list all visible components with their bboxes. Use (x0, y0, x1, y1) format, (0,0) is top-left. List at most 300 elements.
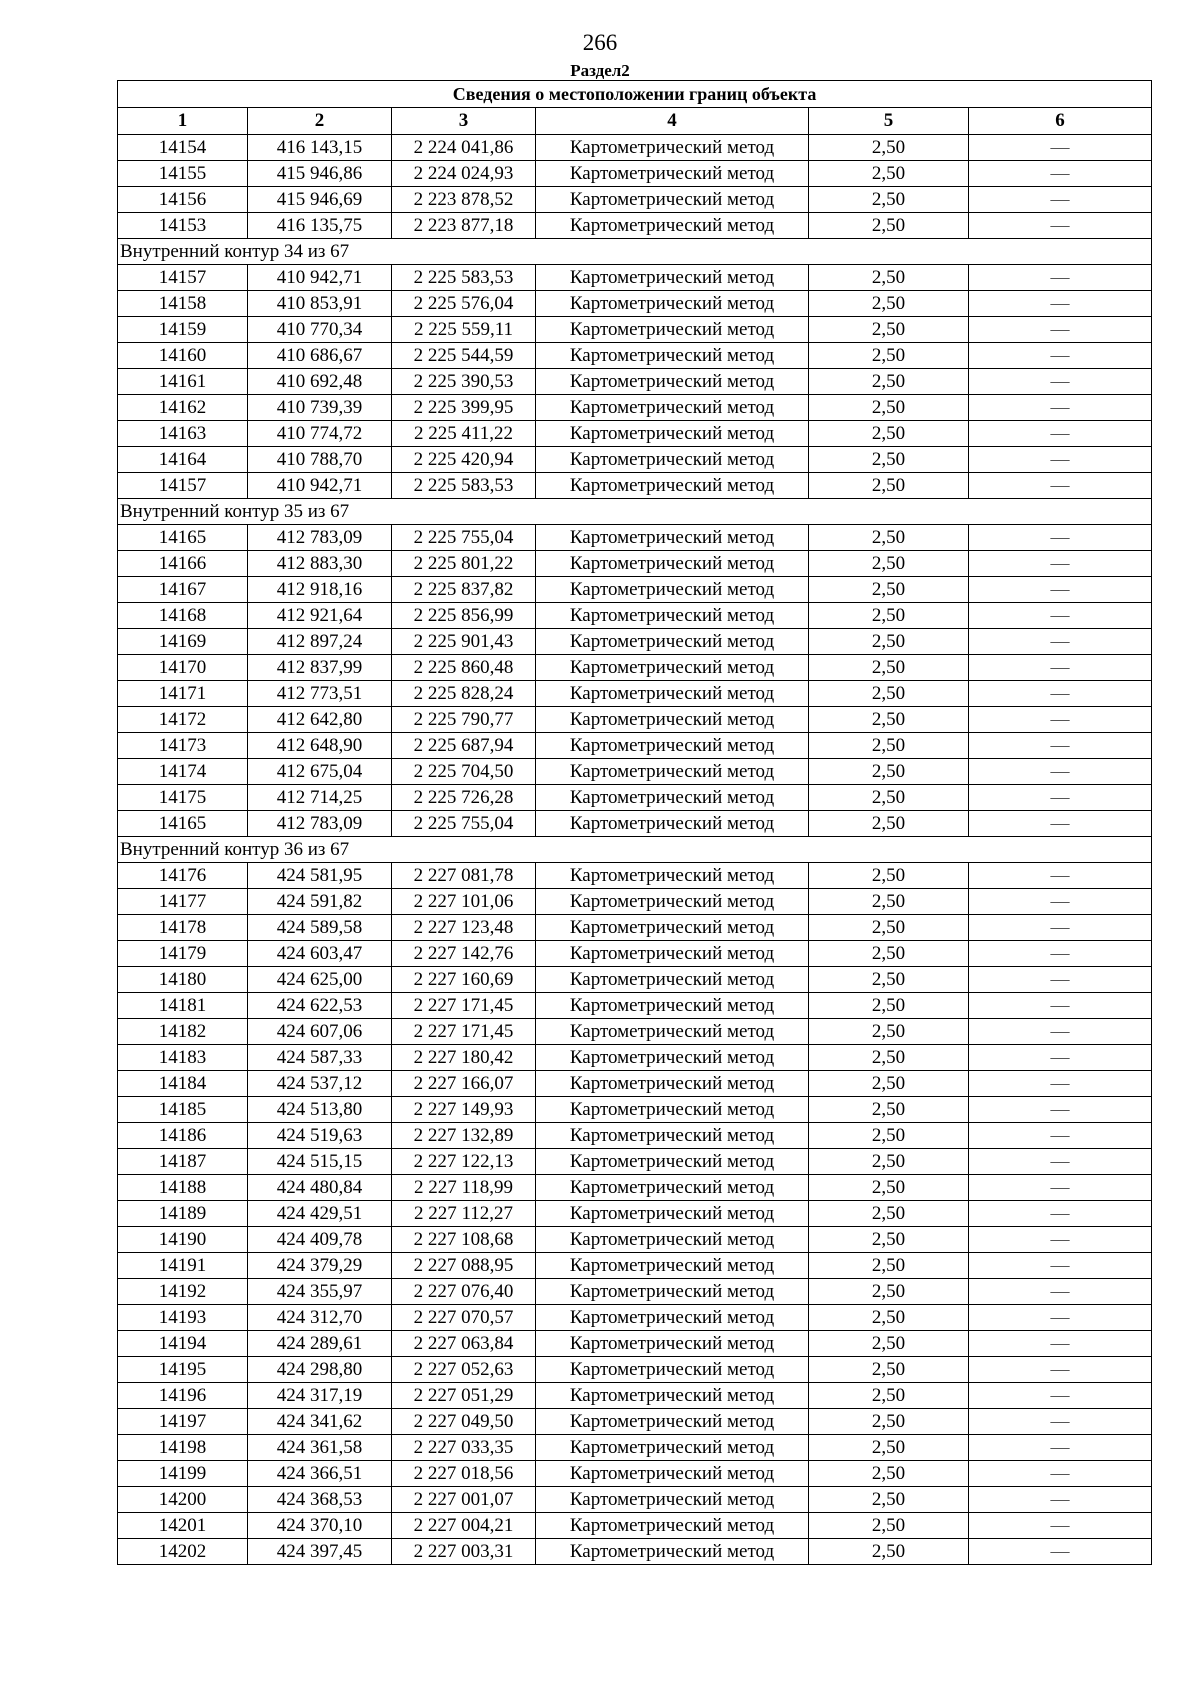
method-cell: Картометрический метод (536, 1461, 809, 1487)
accuracy-cell: 2,50 (809, 915, 969, 941)
coordinate-y: 2 227 063,84 (392, 1331, 536, 1357)
table-row (118, 655, 1152, 681)
coordinate-y: 2 225 583,53 (392, 473, 536, 499)
coordinate-y: 2 227 076,40 (392, 1279, 536, 1305)
accuracy-cell: 2,50 (809, 1123, 969, 1149)
coordinate-x: 410 739,39 (248, 395, 392, 421)
coordinate-x: 424 625,00 (248, 967, 392, 993)
contour-row (118, 837, 1152, 863)
accuracy-cell: 2,50 (809, 1305, 969, 1331)
accuracy-cell: 2,50 (809, 707, 969, 733)
accuracy-cell: 2,50 (809, 1539, 969, 1565)
note-cell: — (969, 1279, 1152, 1305)
coordinate-x: 424 513,80 (248, 1097, 392, 1123)
coordinate-x: 424 622,53 (248, 993, 392, 1019)
accuracy-cell: 2,50 (809, 1331, 969, 1357)
note-cell: — (969, 811, 1152, 837)
point-number: 14198 (118, 1435, 248, 1461)
point-number: 14197 (118, 1409, 248, 1435)
method-cell: Картометрический метод (536, 551, 809, 577)
coordinate-y: 2 225 755,04 (392, 525, 536, 551)
method-cell: Картометрический метод (536, 707, 809, 733)
coordinate-y: 2 227 051,29 (392, 1383, 536, 1409)
method-cell: Картометрический метод (536, 1409, 809, 1435)
section-title: Раздел2 (570, 61, 630, 80)
method-cell: Картометрический метод (536, 1097, 809, 1123)
coordinate-y: 2 225 901,43 (392, 629, 536, 655)
note-cell: — (969, 655, 1152, 681)
table-row (118, 317, 1152, 343)
note-cell: — (969, 1513, 1152, 1539)
accuracy-cell: 2,50 (809, 629, 969, 655)
contour-row (118, 499, 1152, 525)
coordinate-y: 2 224 041,86 (392, 135, 536, 161)
point-number: 14175 (118, 785, 248, 811)
point-number: 14176 (118, 863, 248, 889)
table-body (118, 135, 1152, 1565)
accuracy-cell: 2,50 (809, 447, 969, 473)
point-number: 14168 (118, 603, 248, 629)
table-row (118, 1019, 1152, 1045)
accuracy-cell: 2,50 (809, 187, 969, 213)
table-row (118, 681, 1152, 707)
coordinate-x: 424 587,33 (248, 1045, 392, 1071)
coordinate-y: 2 227 049,50 (392, 1409, 536, 1435)
coordinate-x: 412 675,04 (248, 759, 392, 785)
note-cell: — (969, 317, 1152, 343)
point-number: 14159 (118, 317, 248, 343)
coordinate-y: 2 225 576,04 (392, 291, 536, 317)
accuracy-cell: 2,50 (809, 577, 969, 603)
accuracy-cell: 2,50 (809, 161, 969, 187)
boundary-table (117, 80, 1152, 1565)
point-number: 14191 (118, 1253, 248, 1279)
method-cell: Картометрический метод (536, 317, 809, 343)
method-cell: Картометрический метод (536, 343, 809, 369)
note-cell: — (969, 629, 1152, 655)
point-number: 14192 (118, 1279, 248, 1305)
coordinate-x: 424 409,78 (248, 1227, 392, 1253)
point-number: 14157 (118, 265, 248, 291)
point-number: 14169 (118, 629, 248, 655)
note-cell: — (969, 161, 1152, 187)
note-cell: — (969, 577, 1152, 603)
method-cell: Картометрический метод (536, 447, 809, 473)
accuracy-cell: 2,50 (809, 733, 969, 759)
accuracy-cell: 2,50 (809, 473, 969, 499)
coordinate-y: 2 225 790,77 (392, 707, 536, 733)
table-row (118, 785, 1152, 811)
table-title: Сведения о местоположении границ объекта (118, 81, 1152, 108)
table-row (118, 1539, 1152, 1565)
coordinate-x: 416 135,75 (248, 213, 392, 239)
coordinate-y: 2 227 101,06 (392, 889, 536, 915)
accuracy-cell: 2,50 (809, 1383, 969, 1409)
method-cell: Картометрический метод (536, 577, 809, 603)
accuracy-cell: 2,50 (809, 655, 969, 681)
table-row (118, 863, 1152, 889)
table-row (118, 1123, 1152, 1149)
table-row (118, 1305, 1152, 1331)
coordinate-x: 424 341,62 (248, 1409, 392, 1435)
accuracy-cell: 2,50 (809, 785, 969, 811)
table-row (118, 1487, 1152, 1513)
note-cell: — (969, 1461, 1152, 1487)
coordinate-y: 2 227 018,56 (392, 1461, 536, 1487)
accuracy-cell: 2,50 (809, 863, 969, 889)
point-number: 14165 (118, 811, 248, 837)
method-cell: Картометрический метод (536, 213, 809, 239)
coordinate-y: 2 225 411,22 (392, 421, 536, 447)
coordinate-y: 2 223 877,18 (392, 213, 536, 239)
contour-label: Внутренний контур 34 из 67 (118, 239, 1152, 265)
coordinate-x: 410 942,71 (248, 473, 392, 499)
method-cell: Картометрический метод (536, 681, 809, 707)
coordinate-y: 2 227 123,48 (392, 915, 536, 941)
note-cell: — (969, 889, 1152, 915)
coordinate-x: 412 918,16 (248, 577, 392, 603)
note-cell: — (969, 733, 1152, 759)
method-cell: Картометрический метод (536, 369, 809, 395)
point-number: 14163 (118, 421, 248, 447)
method-cell: Картометрический метод (536, 291, 809, 317)
point-number: 14155 (118, 161, 248, 187)
accuracy-cell: 2,50 (809, 1149, 969, 1175)
method-cell: Картометрический метод (536, 1539, 809, 1565)
table-row (118, 135, 1152, 161)
method-cell: Картометрический метод (536, 473, 809, 499)
coordinate-x: 412 648,90 (248, 733, 392, 759)
point-number: 14162 (118, 395, 248, 421)
accuracy-cell: 2,50 (809, 681, 969, 707)
method-cell: Картометрический метод (536, 967, 809, 993)
method-cell: Картометрический метод (536, 1279, 809, 1305)
method-cell: Картометрический метод (536, 395, 809, 421)
coordinate-x: 424 397,45 (248, 1539, 392, 1565)
point-number: 14171 (118, 681, 248, 707)
accuracy-cell: 2,50 (809, 1357, 969, 1383)
table-row (118, 1227, 1152, 1253)
note-cell: — (969, 447, 1152, 473)
accuracy-cell: 2,50 (809, 1227, 969, 1253)
note-cell: — (969, 1305, 1152, 1331)
coordinate-y: 2 227 149,93 (392, 1097, 536, 1123)
coordinate-x: 412 714,25 (248, 785, 392, 811)
note-cell: — (969, 395, 1152, 421)
point-number: 14172 (118, 707, 248, 733)
contour-label: Внутренний контур 36 из 67 (118, 837, 1152, 863)
coordinate-x: 424 289,61 (248, 1331, 392, 1357)
coordinate-y: 2 227 112,27 (392, 1201, 536, 1227)
table-row (118, 395, 1152, 421)
coordinate-x: 412 783,09 (248, 525, 392, 551)
coordinate-y: 2 227 033,35 (392, 1435, 536, 1461)
note-cell: — (969, 213, 1152, 239)
note-cell: — (969, 681, 1152, 707)
coordinate-y: 2 227 088,95 (392, 1253, 536, 1279)
accuracy-cell: 2,50 (809, 889, 969, 915)
coordinate-y: 2 225 856,99 (392, 603, 536, 629)
method-cell: Картометрический метод (536, 135, 809, 161)
column-header: 3 (392, 108, 536, 135)
coordinate-y: 2 225 559,11 (392, 317, 536, 343)
point-number: 14183 (118, 1045, 248, 1071)
coordinate-x: 410 770,34 (248, 317, 392, 343)
table-row (118, 993, 1152, 1019)
point-number: 14178 (118, 915, 248, 941)
note-cell: — (969, 525, 1152, 551)
coordinate-x: 410 853,91 (248, 291, 392, 317)
coordinate-x: 424 515,15 (248, 1149, 392, 1175)
note-cell: — (969, 1175, 1152, 1201)
page-number: 266 (582, 30, 618, 55)
coordinate-x: 424 298,80 (248, 1357, 392, 1383)
point-number: 14173 (118, 733, 248, 759)
method-cell: Картометрический метод (536, 265, 809, 291)
point-number: 14194 (118, 1331, 248, 1357)
coordinate-y: 2 225 755,04 (392, 811, 536, 837)
accuracy-cell: 2,50 (809, 317, 969, 343)
accuracy-cell: 2,50 (809, 1279, 969, 1305)
coordinate-y: 2 227 003,31 (392, 1539, 536, 1565)
point-number: 14166 (118, 551, 248, 577)
accuracy-cell: 2,50 (809, 1513, 969, 1539)
contour-row (118, 239, 1152, 265)
table-row (118, 187, 1152, 213)
coordinate-x: 410 774,72 (248, 421, 392, 447)
accuracy-cell: 2,50 (809, 759, 969, 785)
coordinate-x: 410 942,71 (248, 265, 392, 291)
method-cell: Картометрический метод (536, 525, 809, 551)
point-number: 14158 (118, 291, 248, 317)
coordinate-x: 412 773,51 (248, 681, 392, 707)
point-number: 14186 (118, 1123, 248, 1149)
point-number: 14156 (118, 187, 248, 213)
coordinate-y: 2 227 160,69 (392, 967, 536, 993)
table-row (118, 577, 1152, 603)
accuracy-cell: 2,50 (809, 1487, 969, 1513)
method-cell: Картометрический метод (536, 1383, 809, 1409)
point-number: 14200 (118, 1487, 248, 1513)
coordinate-y: 2 225 544,59 (392, 343, 536, 369)
table-title-row (118, 81, 1152, 108)
coordinate-y: 2 225 704,50 (392, 759, 536, 785)
accuracy-cell: 2,50 (809, 369, 969, 395)
table-row (118, 759, 1152, 785)
column-header: 5 (809, 108, 969, 135)
method-cell: Картометрический метод (536, 785, 809, 811)
note-cell: — (969, 941, 1152, 967)
coordinate-y: 2 227 171,45 (392, 1019, 536, 1045)
table-row (118, 941, 1152, 967)
point-number: 14196 (118, 1383, 248, 1409)
table-row (118, 1149, 1152, 1175)
table-row (118, 369, 1152, 395)
point-number: 14195 (118, 1357, 248, 1383)
coordinate-y: 2 227 132,89 (392, 1123, 536, 1149)
coordinate-y: 2 227 070,57 (392, 1305, 536, 1331)
coordinate-y: 2 227 108,68 (392, 1227, 536, 1253)
note-cell: — (969, 1409, 1152, 1435)
method-cell: Картометрический метод (536, 1305, 809, 1331)
method-cell: Картометрический метод (536, 1227, 809, 1253)
accuracy-cell: 2,50 (809, 421, 969, 447)
coordinate-x: 424 317,19 (248, 1383, 392, 1409)
coordinate-y: 2 223 878,52 (392, 187, 536, 213)
accuracy-cell: 2,50 (809, 395, 969, 421)
note-cell: — (969, 265, 1152, 291)
column-header: 4 (536, 108, 809, 135)
table-row (118, 915, 1152, 941)
coordinate-y: 2 225 837,82 (392, 577, 536, 603)
method-cell: Картометрический метод (536, 1019, 809, 1045)
note-cell: — (969, 369, 1152, 395)
method-cell: Картометрический метод (536, 733, 809, 759)
note-cell: — (969, 1149, 1152, 1175)
coordinate-x: 410 692,48 (248, 369, 392, 395)
method-cell: Картометрический метод (536, 1201, 809, 1227)
coordinate-y: 2 227 142,76 (392, 941, 536, 967)
accuracy-cell: 2,50 (809, 551, 969, 577)
note-cell: — (969, 1045, 1152, 1071)
note-cell: — (969, 1201, 1152, 1227)
table-row (118, 1357, 1152, 1383)
table-row (118, 1045, 1152, 1071)
accuracy-cell: 2,50 (809, 291, 969, 317)
coordinate-x: 424 370,10 (248, 1513, 392, 1539)
table-row (118, 1201, 1152, 1227)
note-cell: — (969, 993, 1152, 1019)
note-cell: — (969, 1253, 1152, 1279)
coordinate-y: 2 225 399,95 (392, 395, 536, 421)
coordinate-y: 2 225 726,28 (392, 785, 536, 811)
coordinate-x: 424 368,53 (248, 1487, 392, 1513)
point-number: 14188 (118, 1175, 248, 1201)
method-cell: Картометрический метод (536, 629, 809, 655)
note-cell: — (969, 915, 1152, 941)
coordinate-x: 416 143,15 (248, 135, 392, 161)
coordinate-x: 412 883,30 (248, 551, 392, 577)
method-cell: Картометрический метод (536, 161, 809, 187)
coordinate-y: 2 225 860,48 (392, 655, 536, 681)
method-cell: Картометрический метод (536, 811, 809, 837)
point-number: 14160 (118, 343, 248, 369)
method-cell: Картометрический метод (536, 1435, 809, 1461)
coordinate-y: 2 224 024,93 (392, 161, 536, 187)
accuracy-cell: 2,50 (809, 1409, 969, 1435)
method-cell: Картометрический метод (536, 993, 809, 1019)
note-cell: — (969, 707, 1152, 733)
table-row (118, 1513, 1152, 1539)
point-number: 14193 (118, 1305, 248, 1331)
method-cell: Картометрический метод (536, 1123, 809, 1149)
table-row (118, 889, 1152, 915)
method-cell: Картометрический метод (536, 1331, 809, 1357)
accuracy-cell: 2,50 (809, 1253, 969, 1279)
method-cell: Картометрический метод (536, 655, 809, 681)
coordinate-y: 2 227 122,13 (392, 1149, 536, 1175)
coordinate-x: 424 607,06 (248, 1019, 392, 1045)
table-row (118, 1331, 1152, 1357)
note-cell: — (969, 1123, 1152, 1149)
method-cell: Картометрический метод (536, 1149, 809, 1175)
coordinate-x: 424 480,84 (248, 1175, 392, 1201)
note-cell: — (969, 343, 1152, 369)
table-row (118, 421, 1152, 447)
method-cell: Картометрический метод (536, 1513, 809, 1539)
column-header: 2 (248, 108, 392, 135)
point-number: 14190 (118, 1227, 248, 1253)
coordinate-y: 2 227 001,07 (392, 1487, 536, 1513)
note-cell: — (969, 863, 1152, 889)
accuracy-cell: 2,50 (809, 135, 969, 161)
note-cell: — (969, 603, 1152, 629)
coordinate-x: 410 686,67 (248, 343, 392, 369)
table-row (118, 161, 1152, 187)
point-number: 14164 (118, 447, 248, 473)
method-cell: Картометрический метод (536, 1175, 809, 1201)
coordinate-y: 2 225 390,53 (392, 369, 536, 395)
coordinate-x: 424 312,70 (248, 1305, 392, 1331)
accuracy-cell: 2,50 (809, 941, 969, 967)
table-row (118, 265, 1152, 291)
table-row (118, 629, 1152, 655)
table-row (118, 1383, 1152, 1409)
coordinate-x: 410 788,70 (248, 447, 392, 473)
accuracy-cell: 2,50 (809, 811, 969, 837)
table-row (118, 343, 1152, 369)
coordinate-x: 415 946,86 (248, 161, 392, 187)
coordinate-x: 424 361,58 (248, 1435, 392, 1461)
coordinate-y: 2 227 081,78 (392, 863, 536, 889)
accuracy-cell: 2,50 (809, 993, 969, 1019)
table-row (118, 1461, 1152, 1487)
table-row (118, 1071, 1152, 1097)
note-cell: — (969, 1071, 1152, 1097)
point-number: 14181 (118, 993, 248, 1019)
point-number: 14202 (118, 1539, 248, 1565)
note-cell: — (969, 1097, 1152, 1123)
accuracy-cell: 2,50 (809, 265, 969, 291)
table-row (118, 967, 1152, 993)
accuracy-cell: 2,50 (809, 967, 969, 993)
coordinate-x: 412 642,80 (248, 707, 392, 733)
point-number: 14161 (118, 369, 248, 395)
note-cell: — (969, 759, 1152, 785)
table-row (118, 1279, 1152, 1305)
point-number: 14184 (118, 1071, 248, 1097)
accuracy-cell: 2,50 (809, 603, 969, 629)
coordinate-x: 424 537,12 (248, 1071, 392, 1097)
point-number: 14167 (118, 577, 248, 603)
point-number: 14201 (118, 1513, 248, 1539)
note-cell: — (969, 1331, 1152, 1357)
method-cell: Картометрический метод (536, 1487, 809, 1513)
coordinate-y: 2 227 166,07 (392, 1071, 536, 1097)
point-number: 14154 (118, 135, 248, 161)
table-row (118, 733, 1152, 759)
coordinate-x: 424 355,97 (248, 1279, 392, 1305)
coordinate-y: 2 227 180,42 (392, 1045, 536, 1071)
method-cell: Картометрический метод (536, 1071, 809, 1097)
coordinate-x: 412 837,99 (248, 655, 392, 681)
column-header: 1 (118, 108, 248, 135)
accuracy-cell: 2,50 (809, 1071, 969, 1097)
column-header: 6 (969, 108, 1152, 135)
method-cell: Картометрический метод (536, 915, 809, 941)
table-row (118, 1409, 1152, 1435)
coordinate-x: 424 429,51 (248, 1201, 392, 1227)
